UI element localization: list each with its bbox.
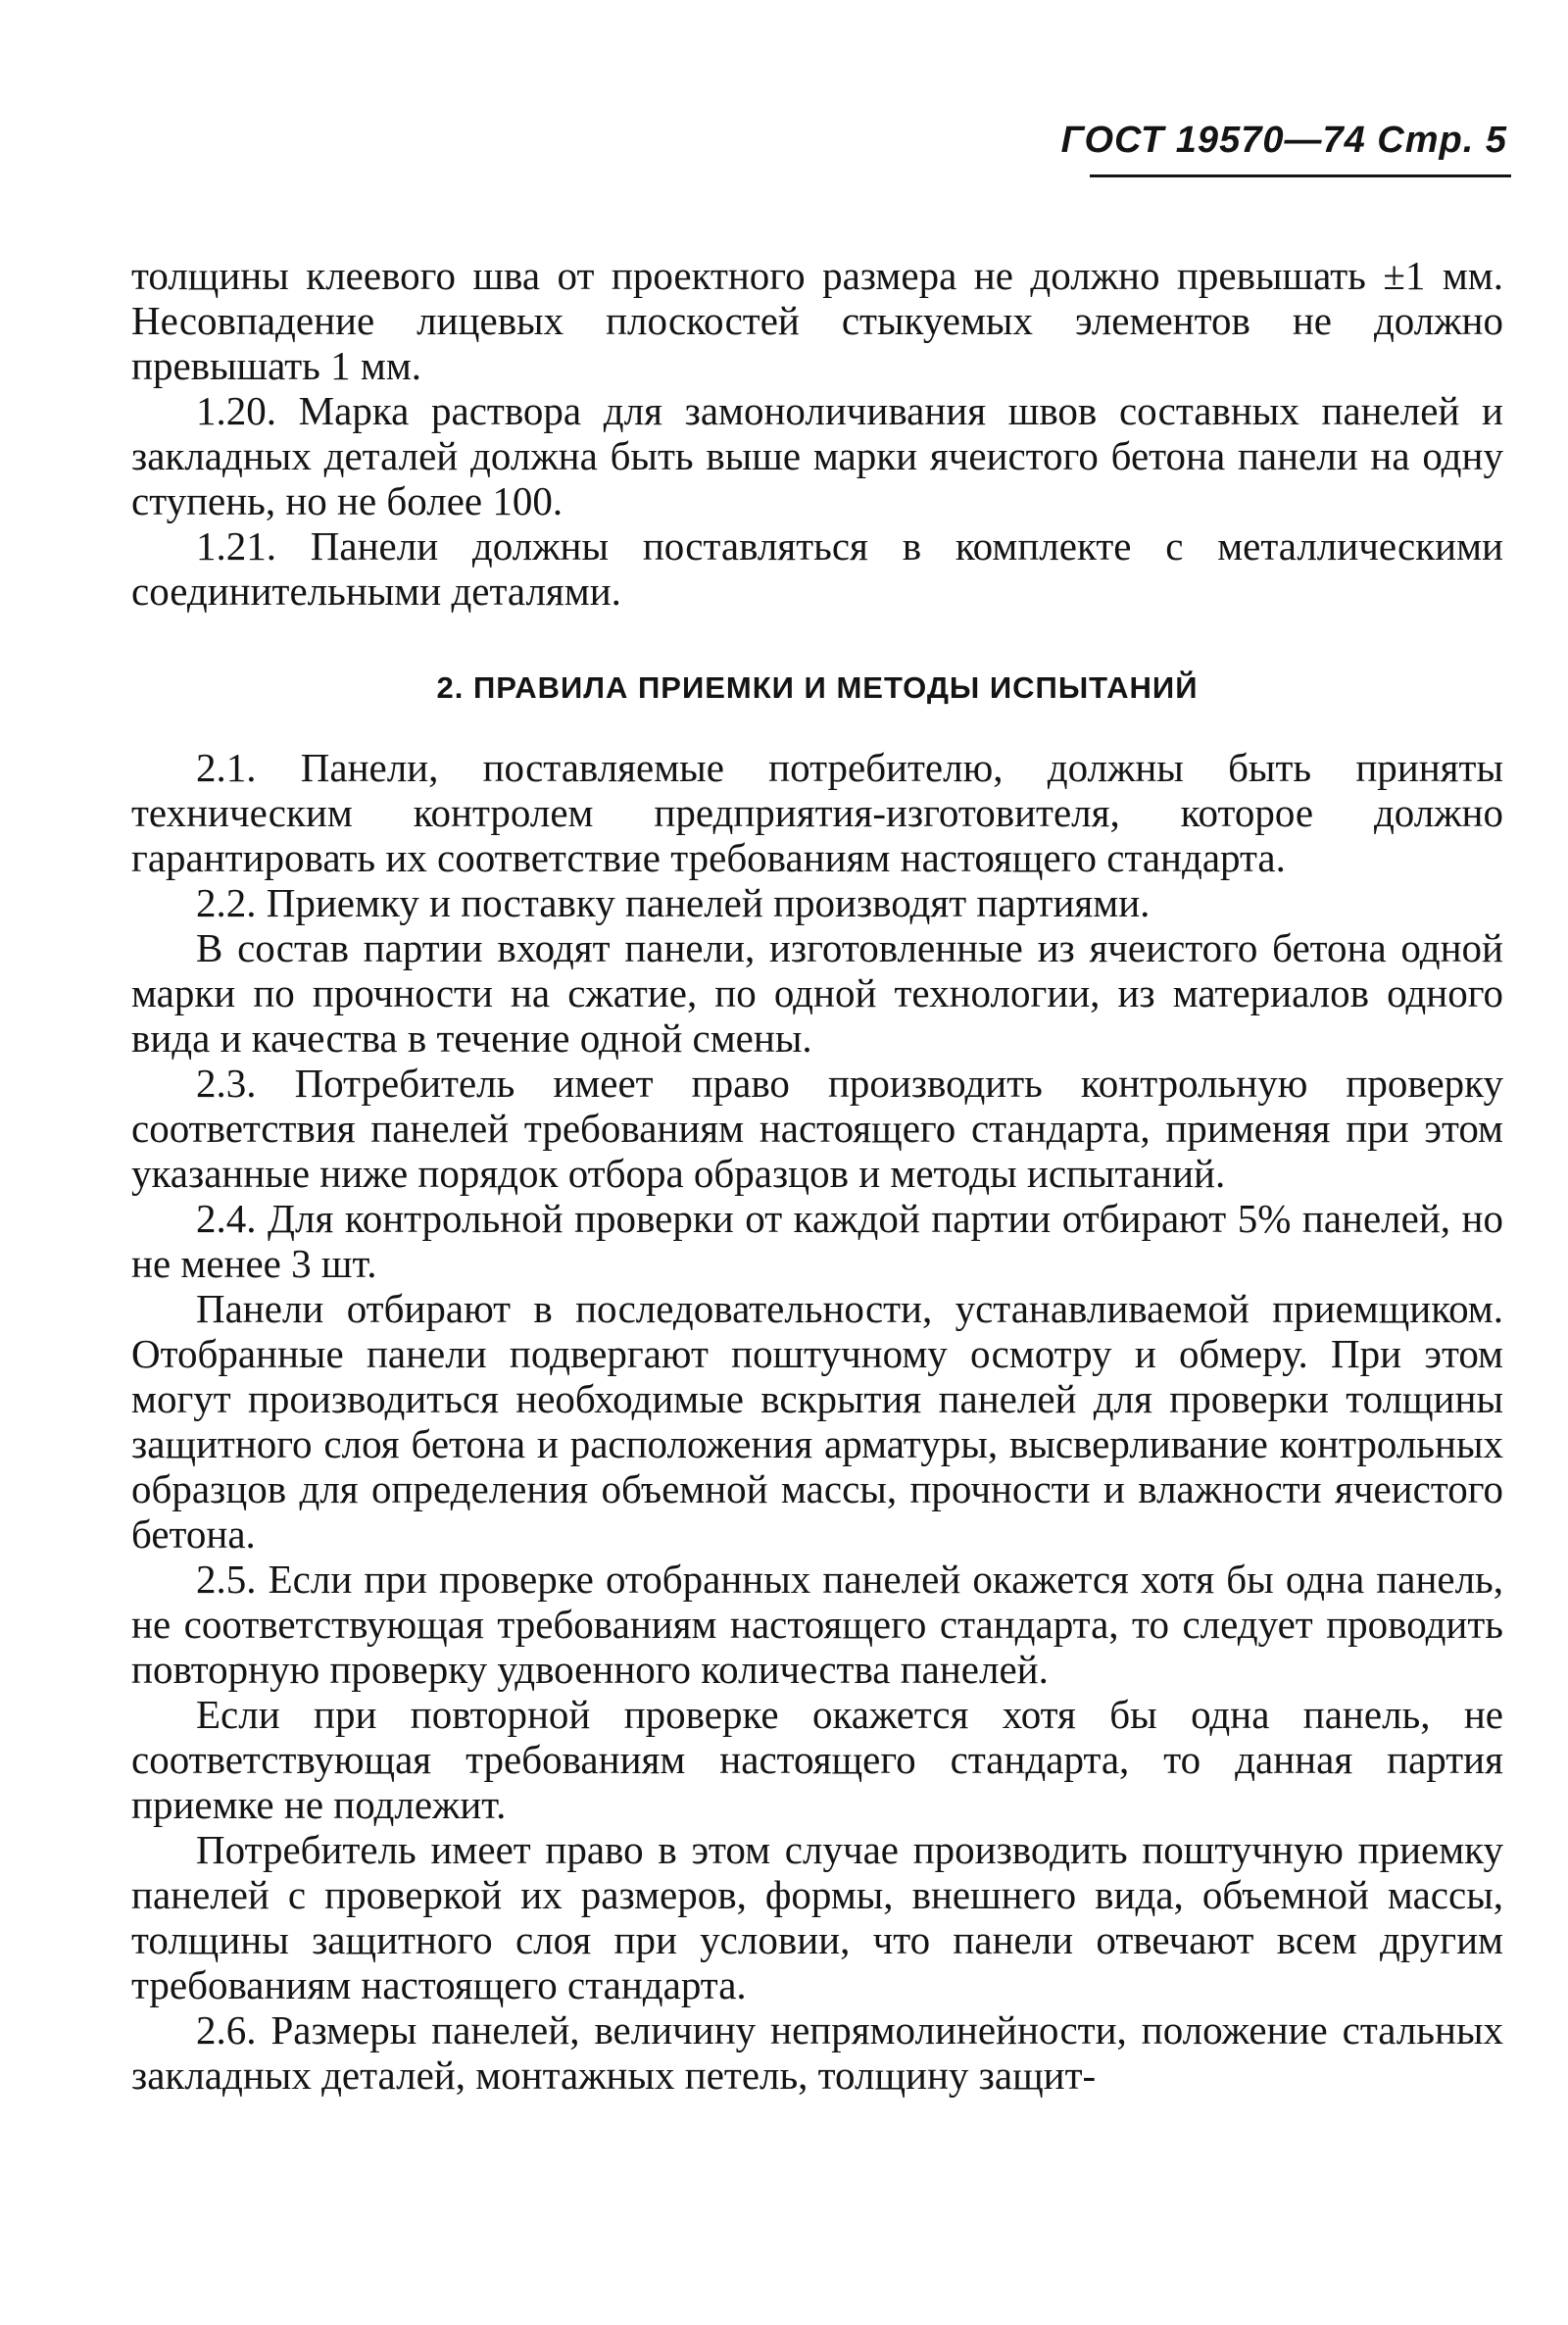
- header-divider: [1090, 174, 1511, 177]
- paragraph-2-6: 2.6. Размеры панелей, величину непрямолинейности, положение стальных закладных деталей, монтажных петель, толщину защит-: [131, 2007, 1503, 2098]
- paragraph-2-5: 2.5. Если при проверке отобранных панелей окажется хотя бы одна панель, не соответствующая требованиям настоящего стандарта, то следует проводить повторную проверку удвоенного количества панелей.: [131, 1557, 1503, 1692]
- paragraph-1-21: 1.21. Панели должны поставляться в комплекте с металлическими соединительными деталями.: [131, 523, 1503, 614]
- paragraph-2-2: 2.2. Приемку и поставку панелей производят партиями.: [196, 880, 1151, 925]
- paragraph-2-2-batch: В состав партии входят панели, изготовленные из ячеистого бетона одной марки по прочности на сжатие, по одной технологии, из материалов одного вида и качества в течение одной смены.: [131, 925, 1503, 1061]
- paragraph-2-1: 2.1. Панели, поставляемые потребителю, должны быть приняты техническим контролем предприятия-изготовителя, которое должно гарантировать их соответствие требованиям настоящего стандарта.: [131, 745, 1503, 880]
- paragraph-2-5-repeat: Если при повторной проверке окажется хотя бы одна панель, не соответствующая требованиям настоящего стандарта, то данная партия приемке не подлежит.: [131, 1692, 1503, 1827]
- paragraph-2-5-consumer: Потребитель имеет право в этом случае производить поштучную приемку панелей с проверкой их размеров, формы, внешнего вида, объемной массы, толщины защитного слоя при условии, что панели отвечают всем другим требованиям настоящего стандарта.: [131, 1827, 1503, 2007]
- paragraph-1-20: 1.20. Марка раствора для замоноличивания швов составных панелей и закладных деталей должна быть выше марки ячеистого бетона панели на одну ступень, но не более 100.: [131, 388, 1503, 523]
- section-heading: 2. ПРАВИЛА ПРИЕМКИ И МЕТОДЫ ИСПЫТАНИЙ: [436, 670, 1199, 705]
- document-body: [131, 253, 1503, 2098]
- paragraph-continuation: толщины клеевого шва от проектного размера не должно превышать ±1 мм. Несовпадение лицевых плоскостей стыкуемых элементов не должно превышать 1 мм.: [131, 253, 1503, 388]
- page-header: ГОСТ 19570—74 Стр. 5: [1060, 120, 1507, 161]
- paragraph-2-4-selection: Панели отбирают в последовательности, устанавливаемой приемщиком. Отобранные панели подвергают поштучному осмотру и обмеру. При этом могут производиться необходимые вскрытия панелей для проверки толщины защитного слоя бетона и расположения арматуры, высверливание контрольных образцов для определения объемной массы, прочности и влажности ячеистого бетона.: [131, 1286, 1503, 1557]
- paragraph-2-3: 2.3. Потребитель имеет право производить контрольную проверку соответствия панелей требованиям настоящего стандарта, применяя при этом указанные ниже порядок отбора образцов и методы испытаний.: [131, 1061, 1503, 1196]
- paragraph-2-4: 2.4. Для контрольной проверки от каждой партии отбирают 5% панелей, но не менее 3 шт.: [131, 1196, 1503, 1286]
